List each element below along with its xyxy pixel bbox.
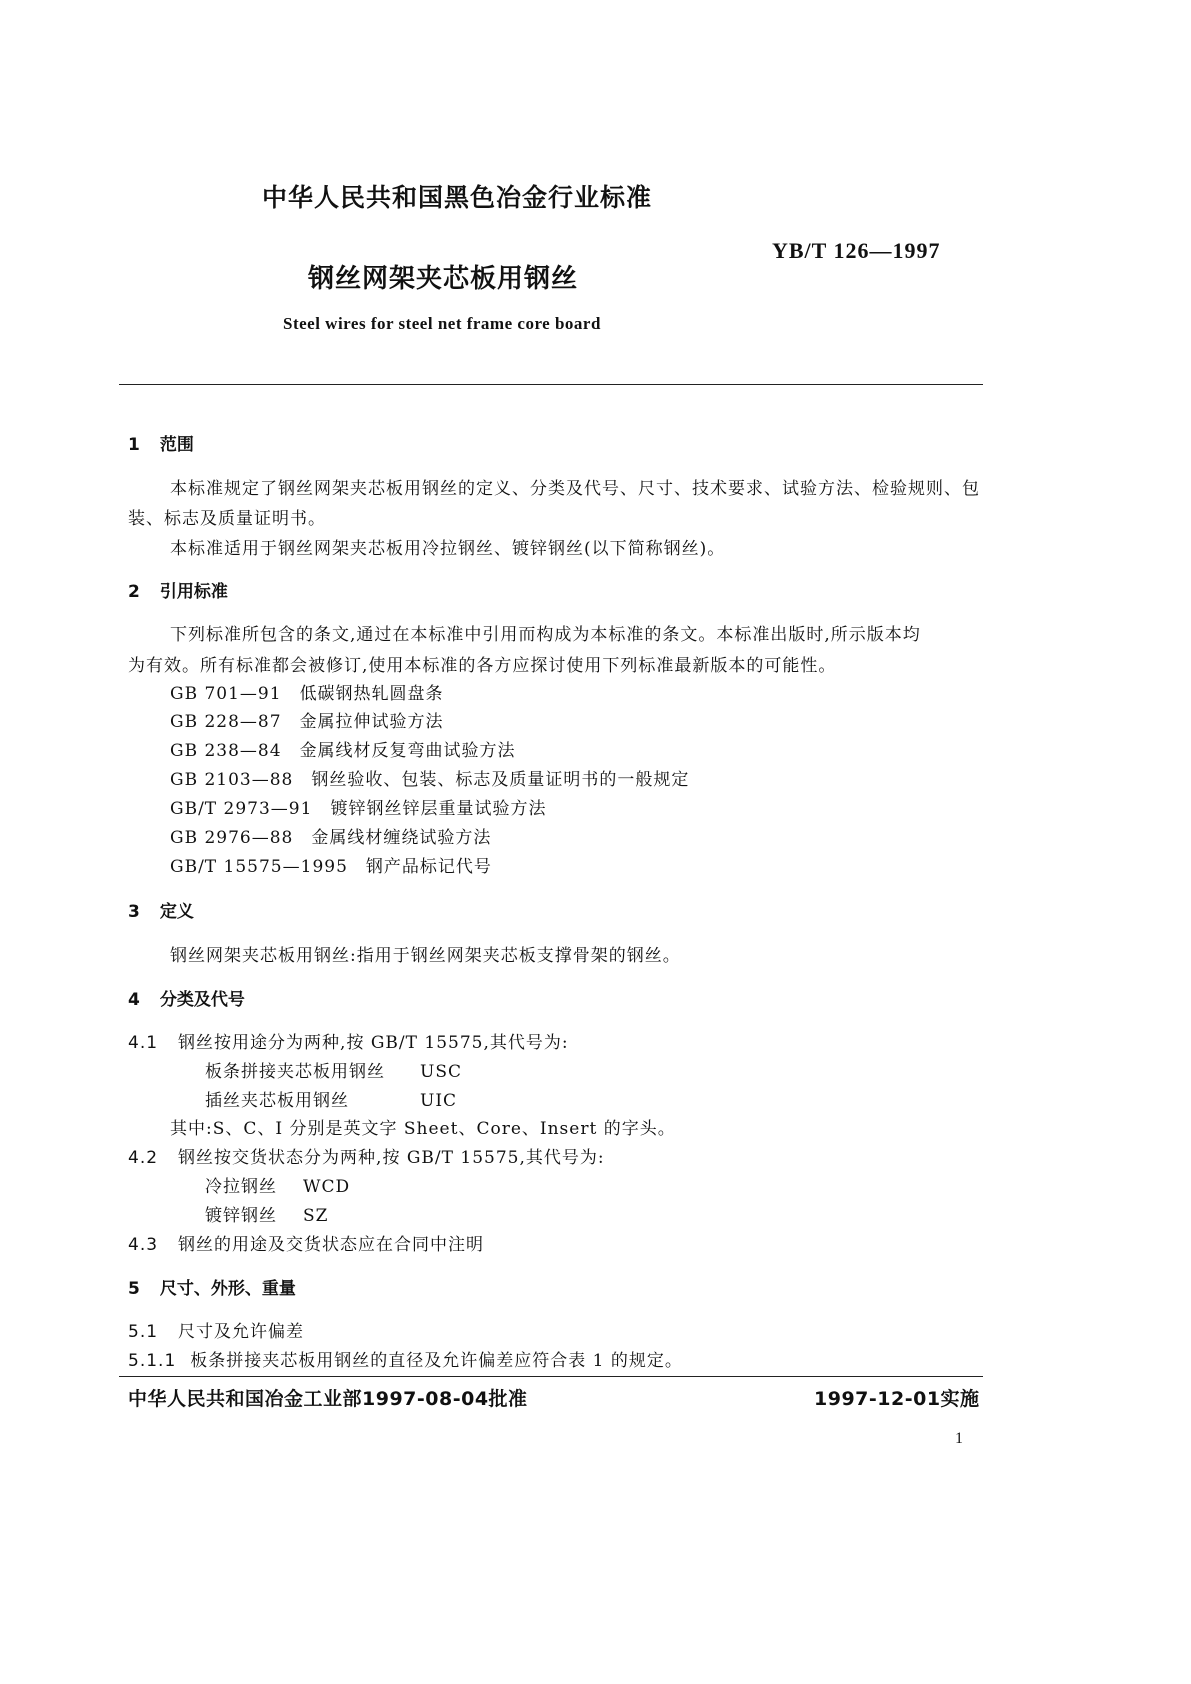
clause-number: 5.1.1 (128, 1351, 177, 1371)
clause-number: 4.3 (128, 1235, 159, 1255)
clause-5-1 (128, 1317, 304, 1342)
reference-item (170, 765, 689, 790)
section-3-para-1: 钢丝网架夹芯板用钢丝:指用于钢丝网架夹芯板支撑骨架的钢丝。 (170, 946, 681, 966)
code-item-code: SZ (303, 1206, 329, 1226)
code-item-code: UIC (420, 1091, 458, 1111)
effective-date: 1997-12-01实施 (814, 1388, 980, 1410)
section-number: 1 (128, 435, 140, 455)
clause-number: 4.1 (128, 1033, 159, 1053)
footer-divider (119, 1376, 983, 1377)
reference-item (170, 823, 491, 848)
section-number: 3 (128, 902, 140, 922)
reference-item (170, 679, 444, 704)
section-1-para-1-line-2: 装、标志及质量证明书。 (128, 509, 326, 529)
reference-title: 镀锌钢丝锌层重量试验方法 (330, 799, 547, 819)
reference-code: GB/T 15575—1995 (170, 857, 348, 877)
standard-code: YB/T 126—1997 (772, 238, 941, 263)
section-title: 范围 (159, 435, 194, 455)
reference-title: 金属线材反复弯曲试验方法 (299, 741, 516, 761)
code-item-name: 板条拼接夹芯板用钢丝 (205, 1062, 385, 1082)
reference-item (170, 852, 492, 877)
section-1-heading (128, 430, 194, 455)
clause-4-1 (128, 1028, 569, 1053)
reference-title: 金属拉伸试验方法 (299, 712, 444, 732)
clause-text: 尺寸及允许偏差 (178, 1322, 305, 1342)
code-item (205, 1086, 457, 1111)
clause-5-1-1 (128, 1346, 683, 1371)
section-1-para-1-line-1: 本标准规定了钢丝网架夹芯板用钢丝的定义、分类及代号、尺寸、技术要求、试验方法、检验规则、包 (170, 479, 980, 499)
section-title: 尺寸、外形、重量 (159, 1279, 296, 1299)
code-item-code: USC (420, 1062, 462, 1082)
code-item (205, 1201, 328, 1226)
section-title: 分类及代号 (159, 990, 245, 1010)
clause-text: 钢丝按交货状态分为两种,按 GB/T 15575,其代号为: (178, 1148, 605, 1168)
code-item-code: WCD (303, 1177, 351, 1197)
clause-text: 钢丝按用途分为两种,按 GB/T 15575,其代号为: (178, 1033, 569, 1053)
page-number: 1 (955, 1430, 963, 1447)
clause-number: 4.2 (128, 1148, 159, 1168)
reference-item (170, 794, 546, 819)
reference-code: GB 228—87 (170, 712, 282, 732)
code-item (205, 1057, 462, 1082)
reference-code: GB 701—91 (170, 684, 282, 704)
clause-text: 板条拼接夹芯板用钢丝的直径及允许偏差应符合表 1 的规定。 (190, 1351, 683, 1371)
section-2-para-1-line-1: 下列标准所包含的条文,通过在本标准中引用而构成为本标准的条文。本标准出版时,所示版本均 (170, 625, 921, 645)
section-4-heading (128, 985, 245, 1010)
section-3-heading (128, 897, 194, 922)
reference-code: GB 2976—88 (170, 828, 294, 848)
section-1-para-2: 本标准适用于钢丝网架夹芯板用冷拉钢丝、镀锌钢丝(以下简称钢丝)。 (170, 539, 726, 559)
doc-title-cn: 钢丝网架夹芯板用钢丝 (308, 264, 579, 294)
clause-number: 5.1 (128, 1322, 159, 1342)
reference-title: 钢产品标记代号 (365, 857, 492, 877)
clause-4-1-note: 其中:S、C、I 分别是英文字 Sheet、Core、Insert 的字头。 (170, 1119, 676, 1139)
section-title: 引用标准 (159, 582, 228, 602)
code-item-name: 镀锌钢丝 (205, 1206, 277, 1226)
section-5-heading (128, 1274, 296, 1299)
section-2-heading (128, 577, 228, 602)
code-item-name: 冷拉钢丝 (205, 1177, 277, 1197)
code-item-name: 插丝夹芯板用钢丝 (205, 1091, 349, 1111)
reference-title: 金属线材缠绕试验方法 (311, 828, 492, 848)
section-title: 定义 (159, 902, 194, 922)
section-number: 2 (128, 582, 140, 602)
reference-code: GB/T 2973—91 (170, 799, 313, 819)
section-number: 5 (128, 1279, 140, 1299)
reference-item (170, 707, 444, 732)
section-number: 4 (128, 990, 140, 1010)
reference-code: GB 2103—88 (170, 770, 294, 790)
ministry-title: 中华人民共和国黑色冶金行业标准 (262, 183, 653, 212)
approval-line: 中华人民共和国冶金工业部1997-08-04批准 (128, 1388, 528, 1410)
clause-text: 钢丝的用途及交货状态应在合同中注明 (178, 1235, 485, 1255)
header-divider (119, 384, 983, 385)
reference-title: 低碳钢热轧圆盘条 (299, 684, 444, 704)
reference-title: 钢丝验收、包装、标志及质量证明书的一般规定 (311, 770, 690, 790)
code-item (205, 1172, 350, 1197)
reference-item (170, 736, 516, 761)
clause-4-3 (128, 1230, 484, 1255)
reference-code: GB 238—84 (170, 741, 282, 761)
doc-title-en: Steel wires for steel net frame core board (283, 314, 601, 333)
clause-4-2 (128, 1143, 605, 1168)
section-2-para-1-line-2: 为有效。所有标准都会被修订,使用本标准的各方应探讨使用下列标准最新版本的可能性。 (128, 656, 837, 676)
